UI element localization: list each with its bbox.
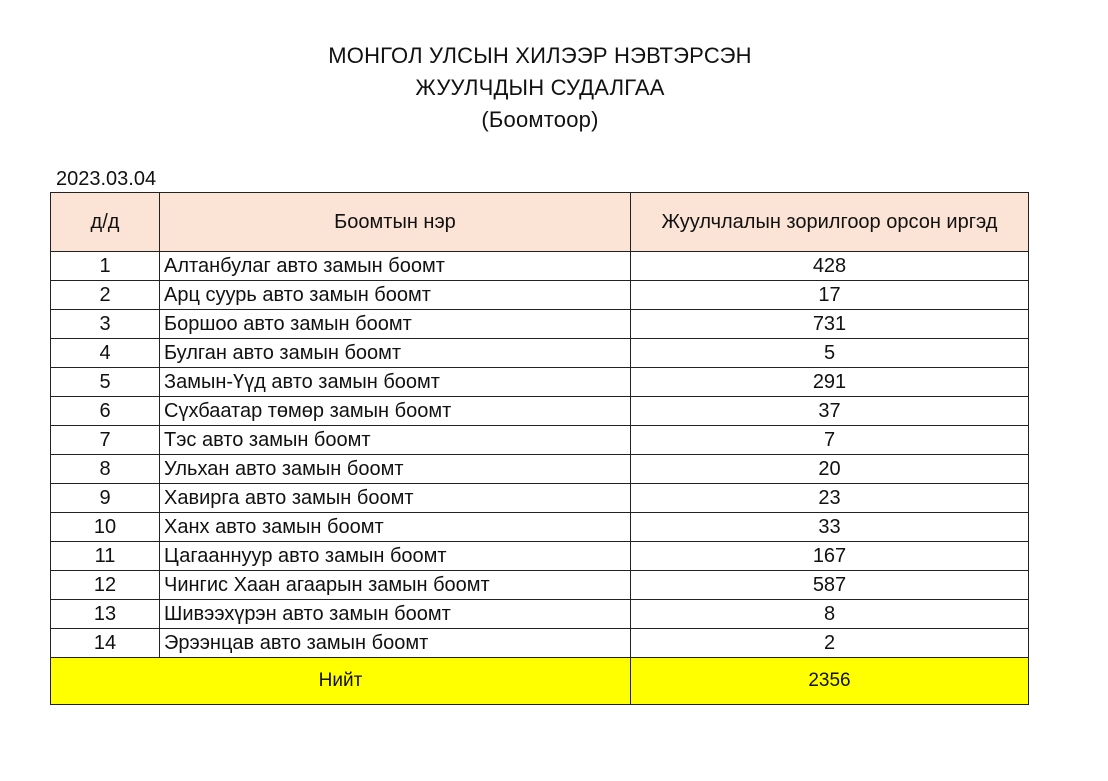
row-tourist-count: 167	[631, 542, 1029, 571]
row-tourist-count: 291	[631, 368, 1029, 397]
row-number: 2	[51, 281, 160, 310]
row-number: 8	[51, 455, 160, 484]
table-row	[51, 368, 1029, 397]
row-tourist-count: 587	[631, 571, 1029, 600]
ports-table	[50, 192, 1029, 705]
row-port-name: Ульхан авто замын боомт	[160, 455, 631, 484]
table-row	[51, 426, 1029, 455]
total-row	[51, 658, 1029, 705]
table-body	[51, 252, 1029, 658]
row-tourist-count: 20	[631, 455, 1029, 484]
row-number: 11	[51, 542, 160, 571]
report-title	[0, 40, 1080, 136]
row-tourist-count: 5	[631, 339, 1029, 368]
row-tourist-count: 731	[631, 310, 1029, 339]
total-label: Нийт	[51, 658, 631, 705]
table-row	[51, 397, 1029, 426]
table-row	[51, 484, 1029, 513]
table-row	[51, 629, 1029, 658]
row-tourist-count: 428	[631, 252, 1029, 281]
row-port-name: Эрээнцав авто замын боомт	[160, 629, 631, 658]
total-value: 2356	[631, 658, 1029, 705]
row-tourist-count: 8	[631, 600, 1029, 629]
row-number: 5	[51, 368, 160, 397]
report-date: 2023.03.04	[56, 168, 157, 190]
row-tourist-count: 7	[631, 426, 1029, 455]
row-port-name: Шивээхүрэн авто замын боомт	[160, 600, 631, 629]
row-port-name: Боршоо авто замын боомт	[160, 310, 631, 339]
table-header-row	[51, 193, 1029, 252]
row-number: 6	[51, 397, 160, 426]
row-number: 9	[51, 484, 160, 513]
header-tourist-count	[631, 193, 1029, 252]
row-port-name: Алтанбулаг авто замын боомт	[160, 252, 631, 281]
row-number: 12	[51, 571, 160, 600]
row-tourist-count: 37	[631, 397, 1029, 426]
table-row	[51, 513, 1029, 542]
table-row	[51, 281, 1029, 310]
row-port-name: Сүхбаатар төмөр замын боомт	[160, 397, 631, 426]
table-row	[51, 600, 1029, 629]
row-port-name: Булган авто замын боомт	[160, 339, 631, 368]
table-row	[51, 542, 1029, 571]
header-number: д/д	[51, 193, 160, 252]
table-row	[51, 571, 1029, 600]
row-number: 1	[51, 252, 160, 281]
table-row	[51, 339, 1029, 368]
table-row	[51, 310, 1029, 339]
row-number: 13	[51, 600, 160, 629]
header-port-name: Боомтын нэр	[160, 193, 631, 252]
row-port-name: Чингис Хаан агаарын замын боомт	[160, 571, 631, 600]
row-number: 4	[51, 339, 160, 368]
row-port-name: Замын-Үүд авто замын боомт	[160, 368, 631, 397]
row-tourist-count: 23	[631, 484, 1029, 513]
row-port-name: Ханх авто замын боомт	[160, 513, 631, 542]
row-port-name: Тэс авто замын боомт	[160, 426, 631, 455]
title-line-2: ЖУУЛЧДЫН СУДАЛГАА	[415, 75, 665, 100]
header-tourist-count-label: Жуулчлалын зорилгоор орсон иргэд	[661, 211, 998, 233]
title-line-3: (Боомтоор)	[481, 107, 599, 132]
row-tourist-count: 2	[631, 629, 1029, 658]
row-number: 14	[51, 629, 160, 658]
row-port-name: Арц суурь авто замын боомт	[160, 281, 631, 310]
row-number: 7	[51, 426, 160, 455]
row-number: 10	[51, 513, 160, 542]
row-tourist-count: 17	[631, 281, 1029, 310]
row-port-name: Хавирга авто замын боомт	[160, 484, 631, 513]
row-tourist-count: 33	[631, 513, 1029, 542]
title-line-1: МОНГОЛ УЛСЫН ХИЛЭЭР НЭВТЭРСЭН	[328, 43, 752, 68]
table-row	[51, 455, 1029, 484]
row-number: 3	[51, 310, 160, 339]
row-port-name: Цагааннуур авто замын боомт	[160, 542, 631, 571]
table-row	[51, 252, 1029, 281]
